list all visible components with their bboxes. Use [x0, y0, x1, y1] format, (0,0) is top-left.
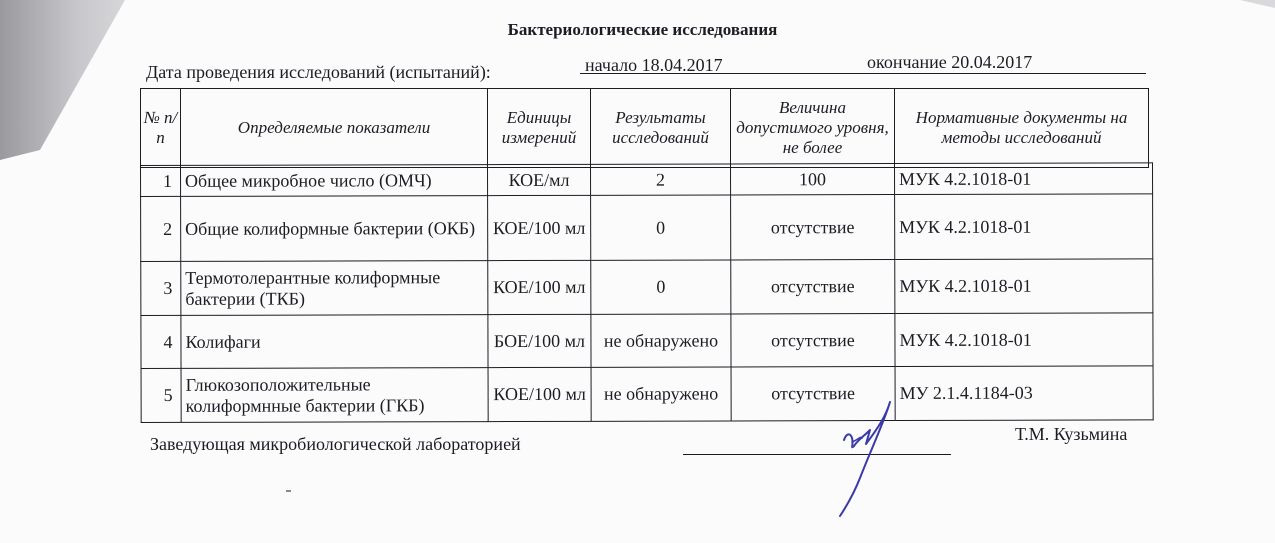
dates-underline [580, 73, 1146, 74]
paper-speck [286, 490, 291, 492]
row-doc: МУК 4.2.1018-01 [895, 194, 1153, 260]
row-result: не обнаружено [591, 367, 731, 421]
row-level: отсутствие [731, 260, 895, 314]
results-table-header [140, 88, 1149, 168]
dates-label: Дата проведения исследований (испытаний): [146, 62, 491, 82]
row-result: 2 [590, 164, 730, 195]
date-start: начало 18.04.2017 [585, 55, 723, 75]
header-indicator: Определяемые показатели [181, 89, 488, 168]
results-table-body [140, 162, 1154, 423]
row-units: КОЕ/мл [488, 164, 591, 195]
signature-line [683, 454, 951, 455]
header-docs: Нормативные документы на методы исследований [895, 89, 1149, 168]
header-units: Единицы измерений [488, 89, 591, 168]
row-result: 0 [591, 195, 731, 260]
row-units: КОЕ/100 мл [488, 195, 591, 260]
header-results: Результаты исследований [591, 89, 731, 168]
row-num: 2 [141, 196, 181, 261]
row-result: 0 [591, 260, 731, 314]
row-doc: МУК 4.2.1018-01 [894, 163, 1152, 195]
document-title: Бактериологические исследования [507, 20, 778, 39]
row-num: 5 [141, 368, 181, 422]
date-end: окончание 20.04.2017 [867, 52, 1033, 72]
row-doc: МУК 4.2.1018-01 [895, 259, 1153, 314]
table-row [141, 259, 1153, 316]
signatory-role: Заведующая микробиологической лабораторией [150, 434, 521, 454]
row-indicator: Общее микробное число (ОМЧ) [181, 165, 488, 197]
table-row [141, 194, 1153, 262]
row-doc: МУ 2.1.4.1184-03 [895, 366, 1153, 421]
row-level: отсутствие [731, 367, 895, 421]
header-level: Величина допустимого уровня, не более [731, 89, 895, 168]
row-level: отсутствие [731, 195, 895, 260]
row-num: 1 [141, 165, 181, 196]
row-units: КОЕ/100 мл [488, 260, 591, 314]
row-level: отсутствие [731, 314, 895, 367]
row-doc: МУК 4.2.1018-01 [895, 313, 1153, 367]
row-indicator: Глюкозоположительные колиформнные бактерии (ГКБ) [181, 368, 488, 423]
table-row [141, 163, 1153, 197]
row-indicator: Колифаги [181, 315, 488, 369]
row-result: не обнаружено [591, 314, 731, 367]
header-num: № п/п [141, 89, 181, 168]
signatory-name: Т.М. Кузьмина [1015, 424, 1128, 444]
row-units: КОЕ/100 мл [488, 367, 591, 421]
row-indicator: Общие колиформные бактерии (ОКБ) [181, 196, 488, 262]
row-units: БОЕ/100 мл [488, 314, 591, 367]
table-row [141, 366, 1153, 423]
row-num: 4 [141, 315, 181, 368]
row-indicator: Термотолерантные колиформные бактерии (ТКБ) [181, 261, 488, 316]
row-num: 3 [141, 261, 181, 315]
row-level: 100 [730, 164, 894, 195]
handwritten-signature [830, 382, 910, 522]
table-row [141, 313, 1153, 369]
